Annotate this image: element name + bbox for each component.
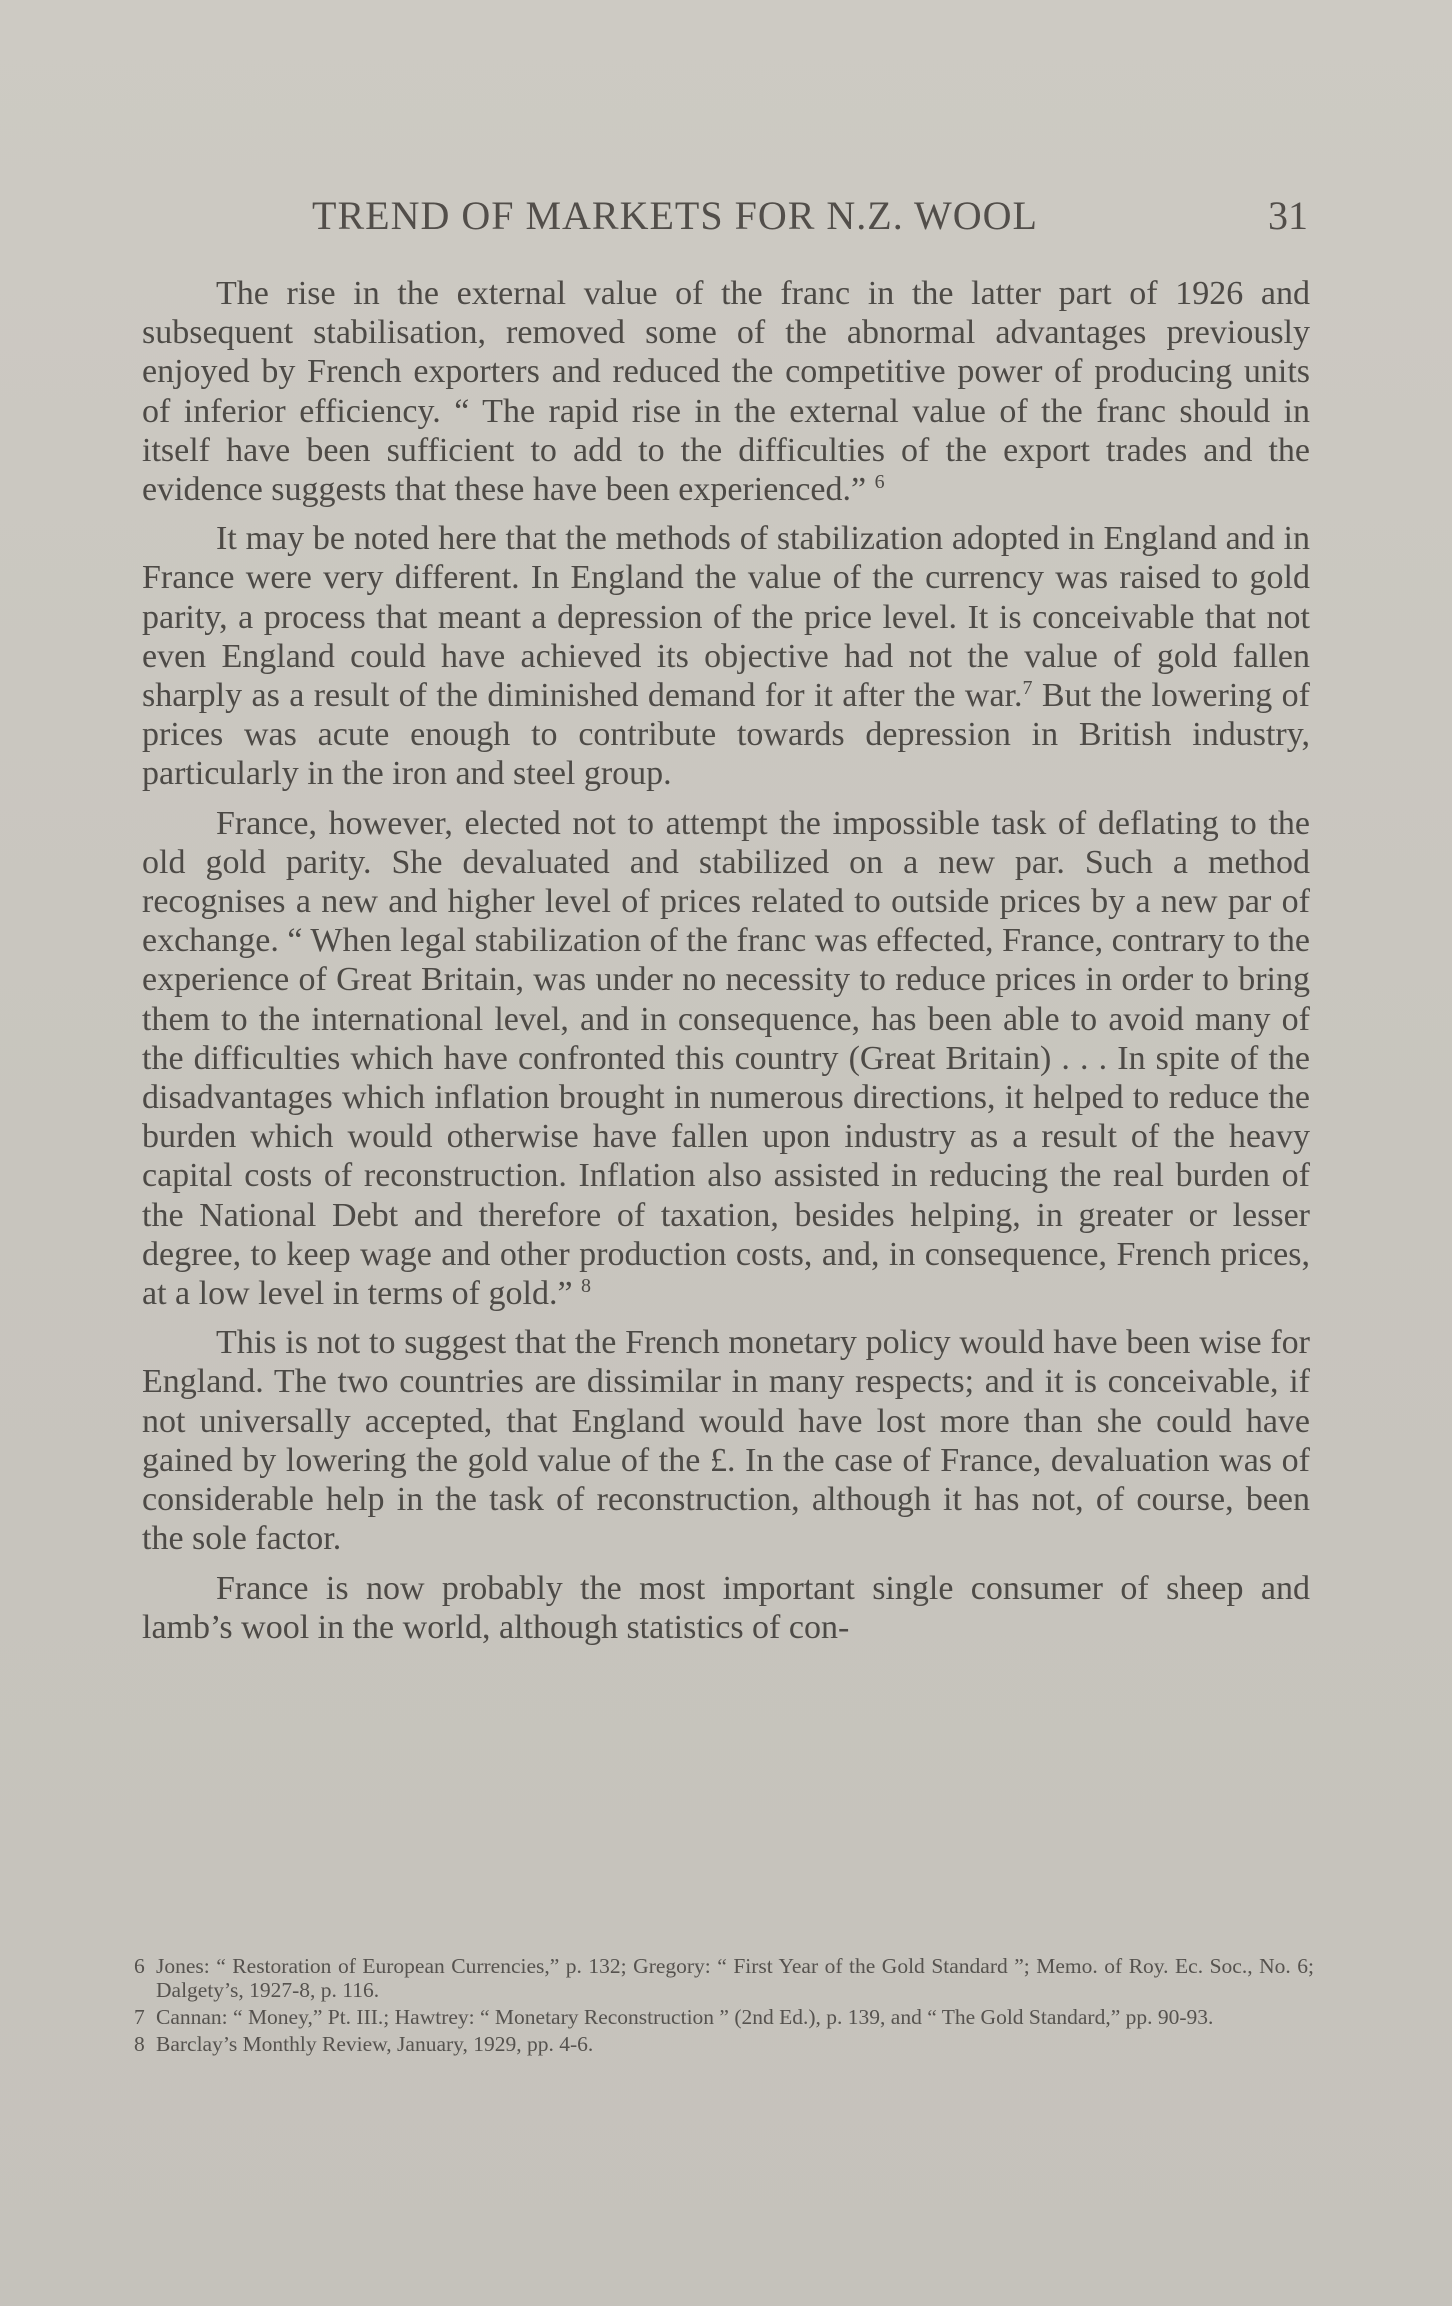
paragraph <box>142 804 1310 1314</box>
footnote-text: Barclay’s Monthly Review, January, 1929, pp. 4-6. <box>156 2032 594 2056</box>
footnote-ref: 6 <box>874 471 885 494</box>
paragraph-text: France is now probably the most important single consumer of sheep and lamb’s wool in the world, although statistics of con- <box>142 1569 1310 1646</box>
paragraph-text: France, however, elected not to attempt the impossible task of deflating to the old gold parity. She devaluated and stabilized on a new par. Such a method recognises a new and higher level of prices related to outside prices by a new par of exchange. “ When legal stabilization of the franc was effected, France, contrary to the experience of Great Britain, was under no necessity to reduce prices in order to bring them to the international level, and in consequence, has been able to avoid many of the difficulties which have confronted this country (Great Britain) . . . In spite of the disadvantages which inflation brought in numerous directions, it helped to reduce the burden which would otherwise have fallen upon industry as a result of the heavy capital costs of reconstruction. Inflation also assisted in reducing the real burden of the National Debt and therefore of taxation, besides helping, in greater or lesser degree, to keep wage and other production costs, and, in consequence, French prices, at a low level in terms of gold.” <box>142 804 1310 1313</box>
paragraph <box>142 519 1310 793</box>
running-title: TREND OF MARKETS FOR N.Z. WOOL <box>312 193 1038 238</box>
footnote-text: Jones: “ Restoration of European Currencies,” p. 132; Gregory: “ First Year of the Gold Standard ”; Memo. of Roy. Ec. Soc., No. 6; Dalgety’s, 1927-8, p. 116. <box>156 1954 1314 2002</box>
footnote-number: 7 <box>134 2005 145 2029</box>
footnotes <box>134 1954 1314 2059</box>
footnote-number: 6 <box>134 1954 145 1978</box>
paragraph-text: But the lowering of prices was acute enough to contribute towards depression in British industry, particularly in the iron and steel group. <box>142 677 1311 793</box>
footnote-text: Cannan: “ Money,” Pt. III.; Hawtrey: “ Monetary Reconstruction ” (2nd Ed.), p. 139, and “ The Gold Standard,” pp. 90-93. <box>156 2005 1214 2029</box>
paragraph-text: This is not to suggest that the French monetary policy would have been wise for England. The two countries are dissimilar in many respects; and it is conceivable, if not universally accepted, that England would have lost more than she could have gained by lowering the gold value of the £. In the case of France, devaluation was of considerable help in the task of reconstruction, although it has not, of course, been the sole factor. <box>142 1324 1310 1558</box>
footnote <box>134 1954 1314 2002</box>
footnote-number: 8 <box>134 2032 145 2056</box>
footnote-ref: 8 <box>581 1275 592 1298</box>
paragraph <box>142 1323 1310 1558</box>
paragraph <box>142 274 1310 509</box>
footnote <box>134 2005 1314 2029</box>
paragraph <box>142 1569 1310 1647</box>
page-number: 31 <box>1268 193 1308 238</box>
paragraph-text: The rise in the external value of the franc in the latter part of 1926 and subsequent stabilisation, removed some of the abnormal advantages previously enjoyed by French exporters and reduced the competitive power of producing units of inferior efficiency. “ The rapid rise in the external value of the franc should in itself have been sufficient to add to the difficulties of the export trades and the evidence suggests that these have been experienced.” <box>142 275 1310 509</box>
footnote-ref: 7 <box>1022 677 1033 700</box>
footnote <box>134 2032 1314 2056</box>
paragraph-text: It may be noted here that the methods of stabilization adopted in England and in France were very different. In England the value of the currency was raised to gold parity, a process that meant a depression of the price level. It is conceivable that not even England could have achieved its objective had not the value of gold fallen sharply as a result of the diminished demand for it after the war. <box>142 520 1310 715</box>
page-header <box>140 192 1320 242</box>
body-text <box>142 274 1310 1657</box>
